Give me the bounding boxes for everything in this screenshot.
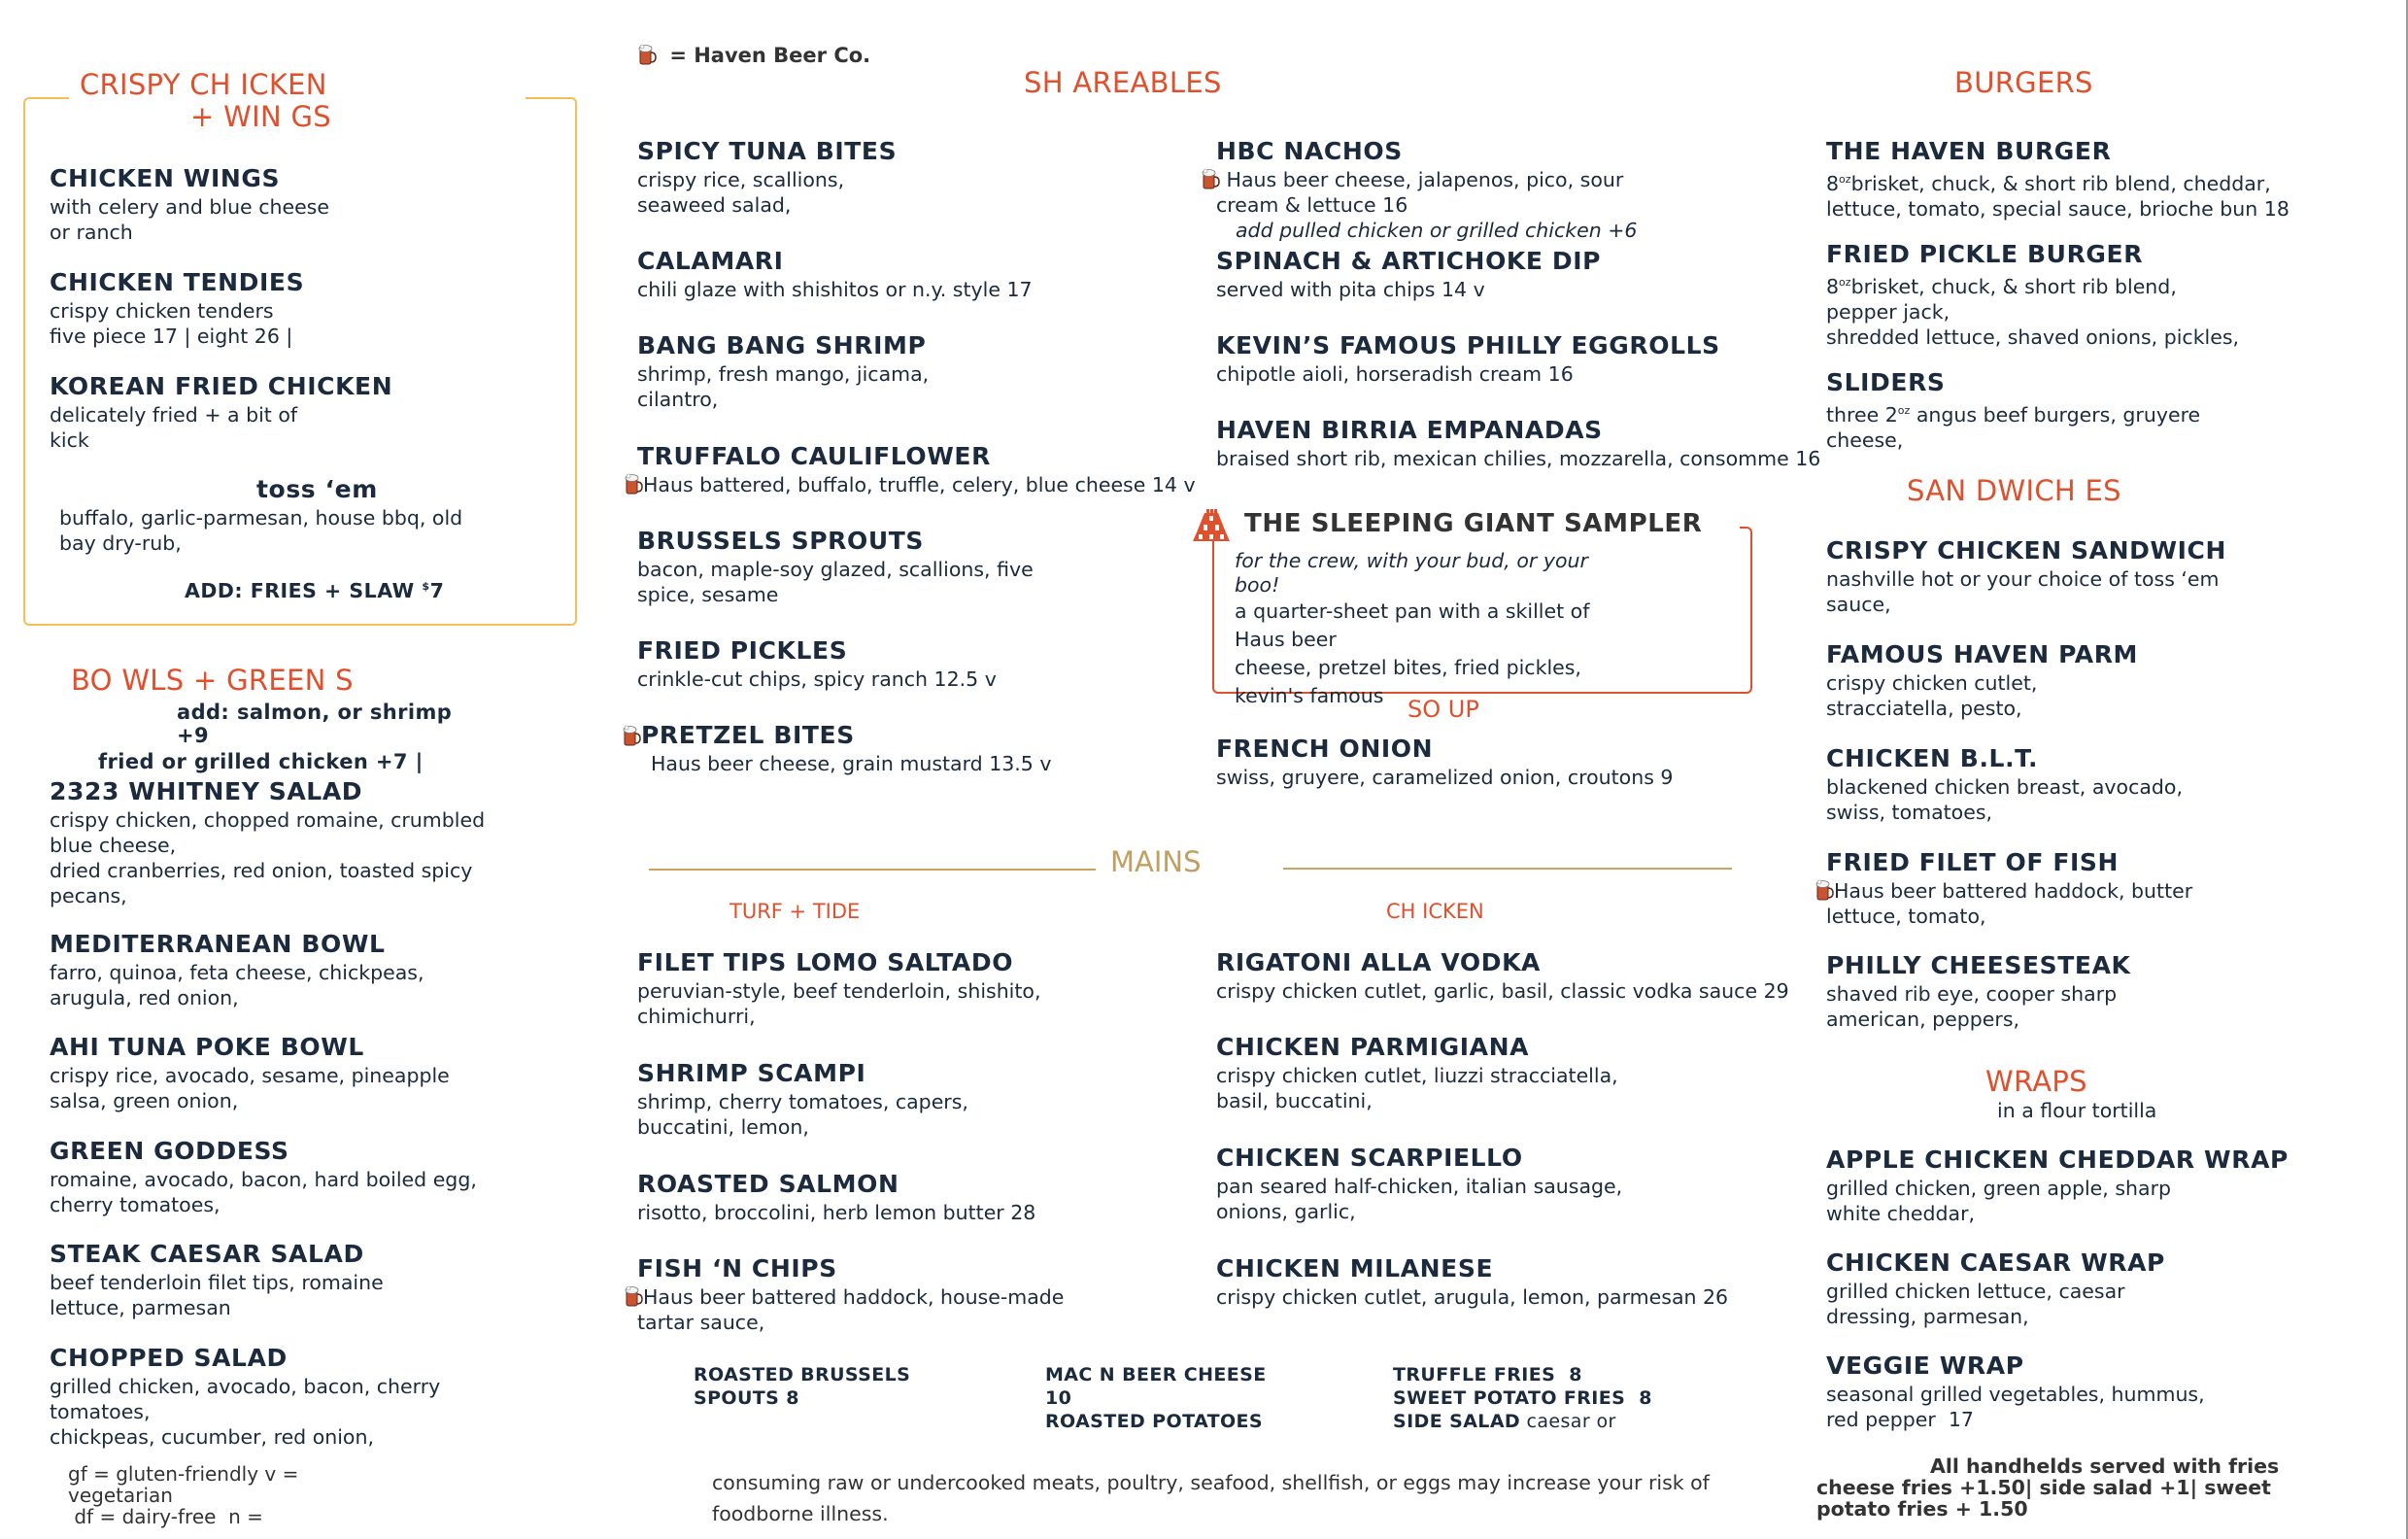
menu-item — [1216, 415, 1820, 471]
menu-item — [637, 246, 1033, 302]
item-desc: five piece 17 | eight 26 | — [50, 325, 293, 348]
menu-item — [1216, 1143, 1622, 1224]
nachos-add-note: add pulled chicken or grilled chicken +6 — [1236, 219, 1638, 242]
item-desc: red pepper 17 — [1826, 1408, 1974, 1431]
section-title-shareables: SH AREABLES — [1024, 66, 1222, 99]
item-desc: Haus beer cheese, jalapenos, pico, sour — [1226, 168, 1624, 191]
item-name: SPICY TUNA BITES — [637, 137, 898, 165]
item-desc: nashville hot or your choice of toss ‘em — [1826, 567, 2220, 591]
item-desc: shredded lettuce, shaved onions, pickles, — [1826, 325, 2240, 349]
handhelds-upgrades — [1816, 1477, 2271, 1520]
add-fries-slaw — [185, 579, 444, 602]
item-desc: dried cranberries, red onion, toasted spicy — [50, 859, 473, 882]
item-desc: kick — [50, 428, 89, 452]
subsection-title-chicken: CH ICKEN — [1386, 900, 1484, 923]
item-desc: Haus beer cheese, grain mustard 13.5 v — [651, 752, 1052, 775]
sauce-line: bay dry-rub, — [59, 531, 182, 555]
sampler-desc-line: a quarter-sheet pan with a skillet of — [1235, 599, 1590, 623]
item-name: FRIED PICKLE BURGER — [1826, 240, 2144, 268]
item-desc: lettuce, tomato, special sauce, brioche bun 18 — [1826, 196, 2289, 221]
item-name: VEGGIE WRAP — [1826, 1351, 2024, 1380]
patty-size: 8 — [1826, 274, 1840, 298]
item-desc: crispy chicken cutlet, garlic, basil, classic vodka sauce 29 — [1216, 979, 1789, 1003]
item-name: CHICKEN SCARPIELLO — [1216, 1144, 1523, 1172]
menu-item — [50, 1239, 384, 1320]
item-desc: beef tenderloin filet tips, romaine — [50, 1271, 384, 1294]
item-name: GREEN GODDESS — [50, 1137, 289, 1165]
item-desc: cherry tomatoes, — [50, 1193, 220, 1216]
item-name: KEVIN’S FAMOUS PHILLY EGGROLLS — [1216, 331, 1720, 359]
item-name: THE HAVEN BURGER — [1826, 137, 2112, 165]
beer-mug-icon — [1201, 167, 1220, 190]
side-item: TRUFFLE FRIES 8 — [1393, 1364, 1582, 1385]
disclaimer-line: consuming raw or undercooked meats, poultry, seafood, shellfish, or eggs may increase your risk of — [712, 1471, 1710, 1494]
item-name: RIGATONI ALLA VODKA — [1216, 948, 1542, 976]
side-item: 10 — [1045, 1387, 1072, 1409]
item-desc: crinkle-cut chips, spicy ranch 12.5 v — [637, 667, 997, 691]
item-name: CALAMARI — [637, 247, 784, 275]
legend-line: vegetarian — [68, 1484, 173, 1507]
item-desc: tomatoes, — [50, 1400, 151, 1423]
item-name: BRUSSELS SPROUTS — [637, 527, 925, 555]
sampler-desc-line: cheese, pretzel bites, fried pickles, — [1235, 656, 1581, 679]
item-desc: brisket, chuck, & short rib blend, — [1850, 274, 2177, 298]
menu-item — [1216, 136, 1637, 243]
item-desc: angus beef burgers, gruyere — [1910, 402, 2201, 427]
item-desc: crispy chicken cutlet, liuzzi stracciatella, — [1216, 1064, 1618, 1087]
legend-line: gf = gluten-friendly v = — [68, 1462, 299, 1486]
item-name: FRIED FILET OF FISH — [1826, 848, 2120, 876]
side-item: ROASTED BRUSSELS — [694, 1364, 911, 1385]
oz-unit: oz — [1897, 404, 1911, 417]
item-name: STEAK CAESAR SALAD — [50, 1240, 364, 1268]
dietary-legend — [68, 1463, 298, 1527]
legend-line: df = dairy-free n = — [68, 1505, 263, 1528]
item-name: TRUFFALO CAULIFLOWER — [637, 442, 991, 470]
item-name: CHICKEN B.L.T. — [1826, 744, 2039, 772]
menu-item — [637, 1058, 968, 1140]
bowls-add-price: +9 — [177, 724, 210, 747]
item-desc: sauce, — [1826, 593, 1891, 616]
sampler-desc-line: Haus beer — [1235, 628, 1337, 651]
item-name: APPLE CHICKEN CHEDDAR WRAP — [1826, 1146, 2289, 1174]
item-desc: blue cheese, — [50, 834, 177, 857]
haven-beer-legend — [637, 43, 870, 67]
item-name: CHICKEN TENDIES — [50, 268, 305, 296]
section-title-wings: + WIN GS — [190, 100, 331, 133]
menu-item — [1216, 947, 1789, 1004]
item-desc: blackened chicken breast, avocado, — [1826, 775, 2183, 799]
item-name: BANG BANG SHRIMP — [637, 331, 927, 359]
oz-unit: oz — [1839, 276, 1851, 289]
item-name: SLIDERS — [1826, 368, 1946, 396]
beer-mug-icon — [637, 43, 657, 66]
sides-col-3 — [1393, 1363, 1652, 1433]
item-desc: shrimp, fresh mango, jicama, — [637, 362, 930, 386]
item-desc: chickpeas, cucumber, red onion, — [50, 1425, 374, 1449]
side-item: SWEET POTATO FRIES 8 — [1393, 1387, 1652, 1409]
item-name: PRETZEL BITES — [641, 721, 855, 749]
bowls-add-protein: add: salmon, or shrimp — [177, 701, 453, 724]
price-symbol: $ — [422, 580, 430, 594]
item-desc: romaine, avocado, bacon, hard boiled egg, — [50, 1168, 477, 1191]
item-desc: grilled chicken, green apple, sharp — [1826, 1177, 2172, 1200]
add-label: ADD: FRIES + SLAW — [185, 579, 415, 602]
menu-item — [50, 1032, 450, 1113]
menu-item — [1216, 330, 1720, 387]
raw-food-disclaimer — [712, 1467, 1710, 1529]
beer-mug-icon — [624, 1284, 643, 1308]
add-price: 7 — [429, 579, 445, 602]
side-salad-options: caesar or — [1520, 1411, 1616, 1432]
item-desc: shrimp, cherry tomatoes, capers, — [637, 1090, 968, 1113]
menu-item — [1826, 1248, 2165, 1329]
item-name: SHRIMP SCAMPI — [637, 1059, 866, 1087]
item-name: FILET TIPS LOMO SALTADO — [637, 948, 1014, 976]
item-name: CHICKEN MILANESE — [1216, 1254, 1494, 1282]
sampler-tagline: for the crew, with your bud, or your — [1235, 549, 1588, 572]
beer-mug-icon — [1814, 878, 1834, 902]
item-desc: crispy rice, avocado, sesame, pineapple — [50, 1064, 450, 1087]
menu-item — [50, 371, 392, 453]
item-desc: Haus beer battered haddock, house-made — [643, 1285, 1065, 1309]
item-desc: cilantro, — [637, 388, 719, 411]
menu-item — [50, 1343, 440, 1450]
item-name: AHI TUNA POKE BOWL — [50, 1033, 364, 1061]
menu-item — [1826, 950, 2131, 1032]
item-desc: dressing, parmesan, — [1826, 1305, 2029, 1328]
item-desc: chipotle aioli, horseradish cream 16 — [1216, 362, 1574, 386]
item-name: HBC NACHOS — [1216, 137, 1403, 165]
item-name: SPINACH & ARTICHOKE DIP — [1216, 247, 1602, 275]
item-desc: pan seared half-chicken, italian sausage, — [1216, 1175, 1623, 1198]
item-desc: crispy chicken cutlet, arugula, lemon, parmesan 26 — [1216, 1285, 1729, 1309]
menu-item — [637, 136, 897, 218]
menu-item — [637, 330, 929, 412]
item-name: HAVEN BIRRIA EMPANADAS — [1216, 416, 1603, 444]
beer-mug-icon — [624, 472, 643, 496]
bowls-add-chicken: fried or grilled chicken +7 | — [98, 750, 424, 773]
menu-item — [1826, 239, 2239, 350]
upgrade-line: potato fries + 1.50 — [1816, 1497, 2028, 1521]
item-desc: risotto, broccolini, herb lemon butter 28 — [637, 1201, 1036, 1224]
item-name: FISH ‘N CHIPS — [637, 1254, 837, 1282]
item-desc: seasonal grilled vegetables, hummus, — [1826, 1383, 2205, 1406]
wraps-subtitle: in a flour tortilla — [1997, 1099, 2157, 1122]
disclaimer-line: foodborne illness. — [712, 1502, 889, 1525]
item-desc: grilled chicken, avocado, bacon, cherry — [50, 1375, 441, 1398]
menu-item — [1216, 1253, 1728, 1310]
item-name: FAMOUS HAVEN PARM — [1826, 640, 2139, 668]
item-desc: tartar sauce, — [637, 1311, 765, 1334]
item-name: ROASTED SALMON — [637, 1170, 899, 1198]
item-name: CHOPPED SALAD — [50, 1344, 288, 1372]
item-desc: chili glaze with shishitos or n.y. style 17 — [637, 278, 1033, 301]
menu-item — [50, 776, 485, 908]
item-desc: brisket, chuck, & short rib blend, cheddar, — [1850, 171, 2271, 195]
item-name: FRIED PICKLES — [637, 636, 848, 665]
item-desc: stracciatella, pesto, — [1826, 697, 2022, 720]
menu-item — [1826, 1145, 2289, 1226]
mains-rule-left — [649, 869, 1096, 871]
section-title-burgers: BURGERS — [1954, 66, 2093, 99]
item-desc: cream & lettuce 16 — [1216, 193, 1408, 217]
item-desc: peruvian-style, beef tenderloin, shishito, — [637, 979, 1041, 1003]
item-desc: served with pita chips 14 v — [1216, 278, 1485, 301]
item-desc: crispy chicken, chopped romaine, crumbled — [50, 808, 486, 832]
item-desc: braised short rib, mexican chilies, mozzarella, consomme 16 — [1216, 447, 1821, 470]
item-desc: american, peppers, — [1826, 1008, 2020, 1031]
subsection-title-turf-tide: TURF + TIDE — [729, 900, 861, 923]
item-name: MEDITERRANEAN BOWL — [50, 930, 386, 958]
item-desc: arugula, red onion, — [50, 986, 239, 1009]
item-desc: salsa, green onion, — [50, 1089, 239, 1112]
item-desc: Haus beer battered haddock, butter — [1834, 879, 2193, 903]
menu-item — [1216, 1032, 1618, 1113]
item-desc: basil, buccatini, — [1216, 1089, 1373, 1112]
item-desc: delicately fried + a bit of — [50, 403, 298, 427]
menu-item — [622, 720, 1052, 776]
toss-em-title: toss ‘em — [256, 475, 378, 503]
item-desc: spice, sesame — [637, 583, 779, 606]
item-name: PHILLY CHEESESTEAK — [1826, 951, 2131, 979]
sauce-line: buffalo, garlic-parmesan, house bbq, old — [59, 506, 463, 530]
menu-item — [1216, 246, 1601, 302]
sampler-desc-line: kevin's famous — [1235, 684, 1384, 707]
sampler-tagline: boo! — [1235, 573, 1280, 597]
sides-col-1 — [694, 1363, 910, 1410]
menu-item — [637, 635, 997, 692]
item-desc: lettuce, parmesan — [50, 1296, 231, 1319]
section-title-soup: SO UP — [1407, 696, 1479, 723]
menu-item — [1826, 743, 2183, 825]
haven-beer-legend-text: = Haven Beer Co. — [669, 44, 871, 67]
side-item: ROASTED POTATOES — [1045, 1411, 1263, 1432]
section-title-wraps: WRAPS — [1985, 1065, 2087, 1098]
item-desc: seaweed salad, — [637, 193, 792, 217]
menu-item — [50, 163, 329, 245]
menu-item — [50, 929, 424, 1010]
patty-size: three 2 — [1826, 402, 1898, 427]
item-desc: chimichurri, — [637, 1005, 756, 1028]
section-title-mains: MAINS — [1110, 845, 1202, 878]
item-desc: or ranch — [50, 221, 133, 244]
item-desc: buccatini, lemon, — [637, 1115, 809, 1139]
menu-item — [637, 441, 1196, 497]
item-desc: onions, garlic, — [1216, 1200, 1356, 1223]
menu-item — [637, 947, 1040, 1029]
oz-unit: oz — [1839, 173, 1851, 186]
item-desc: crispy chicken tenders — [50, 299, 274, 323]
menu-item — [637, 1169, 1035, 1225]
menu-item — [1826, 535, 2226, 617]
menu-item — [1826, 639, 2138, 721]
handhelds-note-title: All handhelds served with fries — [1930, 1454, 2280, 1478]
mains-rule-right — [1283, 868, 1732, 870]
item-desc: shaved rib eye, cooper sharp — [1826, 982, 2118, 1006]
section-title-bowls-greens: BO WLS + GREEN S — [71, 664, 354, 697]
item-desc: Haus battered, buffalo, truffle, celery, blue cheese 14 v — [643, 473, 1196, 496]
toss-em-sauces — [59, 505, 462, 556]
item-desc: lettuce, tomato, — [1826, 905, 1986, 928]
item-name: CHICKEN WINGS — [50, 164, 281, 192]
section-title-sandwiches: SAN DWICH ES — [1907, 474, 2121, 507]
item-desc: grilled chicken lettuce, caesar — [1826, 1280, 2125, 1303]
item-desc: cheese, — [1826, 428, 1904, 452]
sampler-desc — [1235, 548, 1589, 709]
item-desc: crispy chicken cutlet, — [1826, 671, 2038, 695]
item-desc: swiss, tomatoes, — [1826, 801, 1993, 824]
beer-mug-icon — [622, 724, 641, 747]
menu-item — [637, 526, 1034, 607]
item-desc: farro, quinoa, feta cheese, chickpeas, — [50, 961, 424, 984]
menu-item — [1826, 1351, 2205, 1432]
item-desc: with celery and blue cheese — [50, 195, 329, 219]
menu-item — [50, 1136, 477, 1217]
side-salad-label: SIDE SALAD — [1393, 1411, 1521, 1432]
patty-size: 8 — [1826, 171, 1840, 195]
item-desc: bacon, maple-soy glazed, scallions, five — [637, 558, 1034, 581]
item-desc: crispy rice, scallions, — [637, 168, 845, 191]
side-item: SPOUTS 8 — [694, 1387, 799, 1409]
item-desc: white cheddar, — [1826, 1202, 1976, 1225]
item-name: CHICKEN PARMIGIANA — [1216, 1033, 1530, 1061]
item-name: CRISPY CHICKEN SANDWICH — [1826, 536, 2227, 564]
upgrade-line: cheese fries +1.50| side salad +1| sweet — [1816, 1476, 2271, 1499]
item-desc: pecans, — [50, 884, 127, 907]
side-item — [1393, 1410, 1652, 1433]
item-desc: pepper jack, — [1826, 299, 1950, 324]
castle-icon — [1190, 509, 1233, 542]
menu-item — [50, 267, 304, 349]
item-desc: swiss, gruyere, caramelized onion, croutons 9 — [1216, 766, 1674, 789]
sampler-title: THE SLEEPING GIANT SAMPLER — [1244, 509, 1703, 538]
menu-item — [1216, 734, 1673, 790]
item-name: 2323 WHITNEY SALAD — [50, 777, 363, 805]
item-name: CHICKEN CAESAR WRAP — [1826, 1248, 2165, 1277]
menu-item — [637, 1253, 1064, 1335]
menu-item — [1826, 367, 2200, 453]
menu-item — [1826, 847, 2192, 929]
item-name: KOREAN FRIED CHICKEN — [50, 372, 393, 400]
menu-item — [1826, 136, 2289, 222]
side-item: MAC N BEER CHEESE — [1045, 1364, 1267, 1385]
item-name: FRENCH ONION — [1216, 735, 1434, 763]
section-title-crispy-chicken: CRISPY CH ICKEN — [80, 68, 327, 101]
sides-col-2 — [1045, 1363, 1267, 1433]
